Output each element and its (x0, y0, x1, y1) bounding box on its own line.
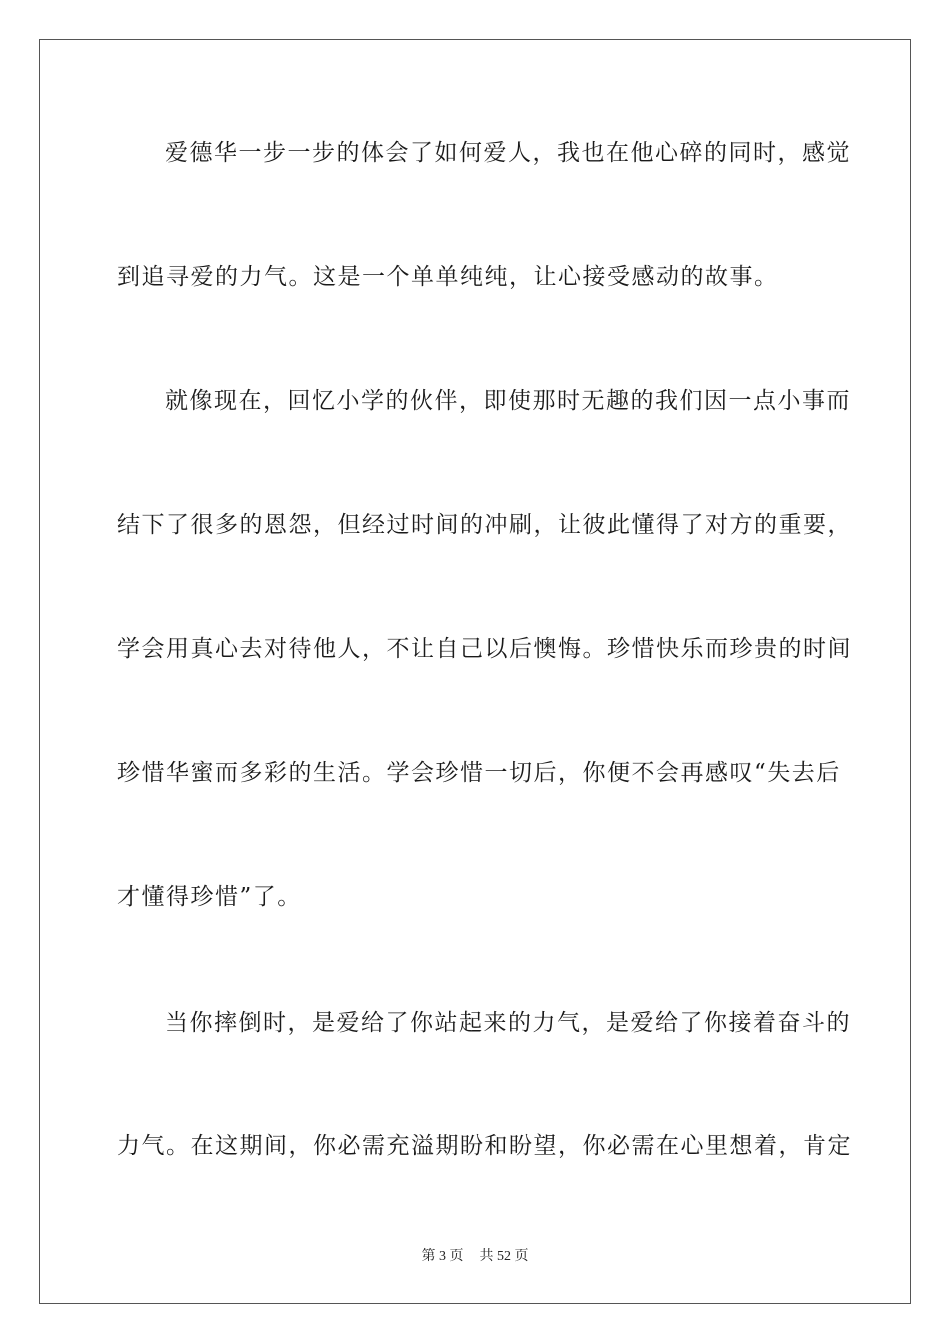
page-number: 第 3 页 (421, 1249, 464, 1264)
paragraph-2-line-2: 结下了很多的恩怨，但经过时间的冲刷，让彼此懂得了对方的重要， (117, 512, 852, 538)
page-footer (0, 1248, 950, 1266)
paragraph-3-line-2: 力气。在这期间，你必需充溢期盼和盼望，你必需在心里想着，肯定 (117, 1133, 852, 1159)
paragraph-2-line-5: 才懂得珍惜”了。 (117, 884, 302, 910)
paragraph-1-line-2: 到追寻爱的力气。这是一个单单纯纯，让心接受感动的故事。 (117, 264, 779, 290)
paragraph-2-line-4: 珍惜华蜜而多彩的生活。学会珍惜一切后，你便不会再感叹“失去后 (117, 760, 841, 786)
paragraph-1-line-1: 爱德华一步一步的体会了如何爱人，我也在他心碎的同时，感觉 (165, 140, 851, 166)
paragraph-3-line-1: 当你摔倒时，是爱给了你站起来的力气，是爱给了你接着奋斗的 (165, 1010, 851, 1036)
page-total: 共 52 页 (479, 1249, 529, 1264)
paragraph-2-line-3: 学会用真心去对待他人，不让自己以后懊悔。珍惜快乐而珍贵的时间 (117, 636, 852, 662)
paragraph-2-line-1: 就像现在，回忆小学的伙伴，即使那时无趣的我们因一点小事而 (165, 388, 851, 414)
page-border (39, 39, 911, 1304)
